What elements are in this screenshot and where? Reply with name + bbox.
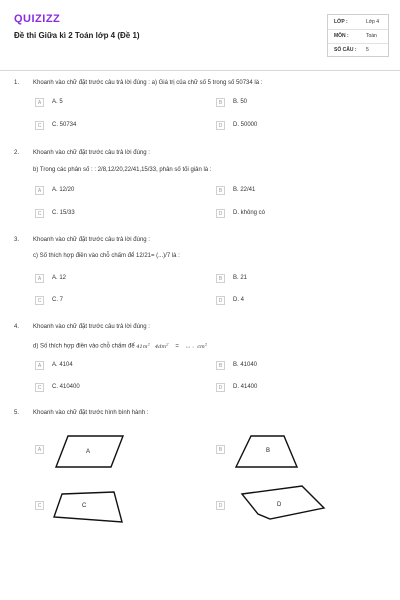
option-d[interactable] (216, 296, 366, 306)
option-letter-box: A (35, 98, 44, 107)
option-text: B. 21 (233, 275, 248, 281)
shape-label: A (86, 449, 91, 455)
meta-count-row (334, 47, 369, 53)
question-prompt: Khoanh vào chữ đặt trước câu trả lời đúng : (33, 324, 150, 330)
option-a[interactable] (35, 186, 185, 196)
option-text: D. không có (233, 210, 266, 216)
question-prompt: Khoanh vào chữ đặt trước hình bình hành : (33, 410, 149, 416)
question-prompt: Khoanh vào chữ đặt trước câu trả lời đúng : (33, 150, 150, 156)
brand-logo: QUIZIZZ (14, 13, 61, 25)
question-number: 1. (14, 80, 20, 86)
option-text: D. 4 (233, 297, 245, 303)
option-letter-box: D (216, 209, 225, 218)
option-letter-box: A (35, 274, 44, 283)
option-letter-box: C (35, 501, 44, 510)
shape-outline (54, 492, 122, 522)
meta-subject-label: MÔN : (334, 33, 349, 39)
option-letter-box: B (216, 98, 225, 107)
option-letter-box: A (35, 186, 44, 195)
meta-subject-value: Toán (366, 33, 377, 39)
question-subprompt-line (33, 341, 207, 350)
option-letter-box: C (35, 209, 44, 218)
option-c[interactable] (35, 209, 185, 219)
question-subprompt: d) Số thích hợp điền vào chỗ chấm để (33, 343, 135, 350)
formula-unit: $cm^2$ (197, 341, 208, 350)
meta-divider (328, 29, 388, 30)
option-letter-box: B (216, 445, 225, 454)
option-letter-box: D (216, 296, 225, 305)
shape-c-quadrilateral (50, 488, 126, 524)
option-text: B. 50 (233, 99, 248, 105)
shape-outline (242, 486, 324, 519)
option-a[interactable] (35, 274, 185, 284)
option-letter-box: B (216, 186, 225, 195)
question-number: 4. (14, 324, 20, 330)
option-letter-box: A (35, 361, 44, 370)
option-letter-box: C (35, 121, 44, 130)
question-number: 2. (14, 150, 20, 156)
option-a[interactable] (35, 361, 185, 371)
meta-info-box (327, 14, 389, 57)
meta-class-row (334, 19, 379, 25)
option-text: D. 50000 (233, 122, 258, 128)
option-text: A. 12/20 (52, 187, 75, 193)
option-text: D. 41400 (233, 384, 258, 390)
shape-label: D (277, 502, 282, 508)
option-text: C. 410400 (52, 384, 80, 390)
question-prompt: Khoanh vào chữ đặt trước câu trả lời đúng : (33, 237, 150, 243)
option-letter-box: B (216, 361, 225, 370)
option-letter-box: A (35, 445, 44, 454)
shape-d-pentagon (236, 482, 328, 522)
option-b[interactable] (216, 274, 366, 284)
header-divider (0, 70, 400, 71)
option-c[interactable] (35, 121, 185, 131)
option-letter-box: C (35, 383, 44, 392)
question-subprompt: c) Số thích hợp điền vào chỗ chấm để 12/21= (...)/7 là : (33, 253, 180, 259)
shape-b-trapezoid (232, 432, 304, 472)
option-d[interactable] (216, 383, 366, 393)
option-d[interactable] (216, 209, 366, 219)
option-text: A. 12 (52, 275, 67, 281)
option-text: C. 50734 (52, 122, 77, 128)
option-letter-box: D (216, 383, 225, 392)
formula-blank: ... . (185, 343, 194, 350)
meta-count-label: SỐ CÂU : (334, 47, 357, 53)
option-b[interactable] (216, 98, 366, 108)
meta-divider (328, 43, 388, 44)
option-text: B. 41040 (233, 362, 258, 368)
page-title: Đề thi Giữa kì 2 Toán lớp 4 (Đề 1) (14, 31, 140, 40)
option-letter-box: B (216, 274, 225, 283)
option-b[interactable] (216, 361, 366, 371)
option-letter-box: D (216, 121, 225, 130)
worksheet-header (0, 0, 400, 70)
option-d[interactable] (216, 121, 366, 131)
meta-class-label: LỚP : (334, 19, 348, 25)
option-letter-box: C (35, 296, 44, 305)
question-number: 3. (14, 237, 20, 243)
option-text: C. 15/33 (52, 210, 75, 216)
option-c[interactable] (35, 383, 185, 393)
option-c[interactable] (35, 296, 185, 306)
formula-equals: = (175, 343, 179, 350)
option-text: A. 4104 (52, 362, 73, 368)
option-letter-box: D (216, 501, 225, 510)
meta-subject-row (334, 33, 377, 39)
option-text: B. 22/41 (233, 187, 256, 193)
question-number: 5. (14, 410, 20, 416)
shape-a-parallelogram (50, 432, 130, 472)
meta-class-value: Lớp 4 (366, 19, 380, 25)
option-text: C. 7 (52, 297, 64, 303)
formula-term-a: $41m^2$ (136, 341, 150, 350)
question-prompt: Khoanh vào chữ đặt trước câu trả lời đúng : a) Giá trị của chữ số 5 trong số 50734 là : (33, 80, 263, 86)
option-a[interactable] (35, 98, 185, 108)
shape-label: B (266, 448, 271, 454)
question-subprompt: b) Trong các phân số : : 2/8,12/20,22/41,15/33, phân số tối giản là : (33, 167, 212, 173)
formula-term-b: $4dm^2$ (155, 341, 169, 350)
meta-count-value: 5 (366, 47, 369, 53)
option-b[interactable] (216, 186, 366, 196)
shape-label: C (82, 503, 87, 509)
option-text: A. 5 (52, 99, 63, 105)
